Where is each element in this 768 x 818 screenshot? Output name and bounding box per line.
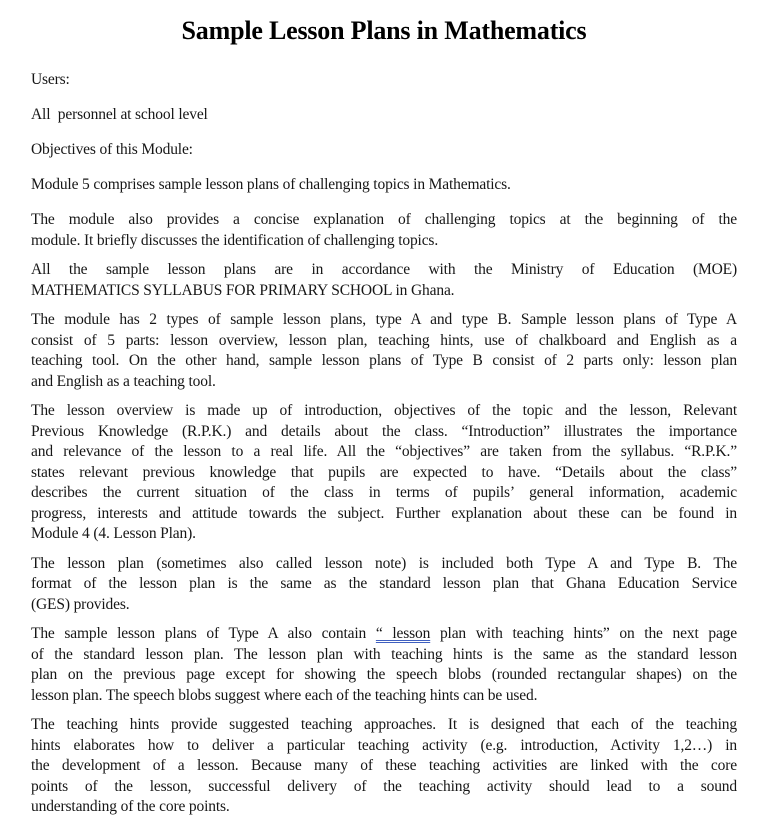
text-line: The teaching hints provide suggested teaching approaches. It is designed that each of the teaching	[31, 716, 737, 733]
paragraph-lesson-overview	[31, 401, 737, 545]
users-label: Users:	[31, 71, 70, 88]
text-line-with-underline	[31, 624, 737, 645]
text-line: understanding of the core points.	[31, 798, 230, 815]
paragraph-teaching-hints-page	[31, 624, 737, 706]
text-segment: The sample lesson plans of Type A also contain	[31, 625, 376, 642]
text-line: lesson plan. The speech blobs suggest where each of the teaching hints can be used.	[31, 686, 538, 704]
paragraph-syllabus-accordance	[31, 260, 737, 301]
module-summary: Module 5 comprises sample lesson plans of challenging topics in Mathematics.	[31, 176, 511, 193]
text-line: MATHEMATICS SYLLABUS FOR PRIMARY SCHOOL in Ghana.	[31, 281, 455, 299]
text-line: The module has 2 types of sample lesson plans, type A and type B. Sample lesson plans of Type A	[31, 311, 737, 328]
paragraph-teaching-hints-purpose	[31, 715, 737, 818]
objectives-label: Objectives of this Module:	[31, 141, 193, 158]
text-line: and relevance of the lesson to a real life. All the “objectives” are taken from the syllabus. “R.P.K.”	[31, 443, 737, 460]
paragraph-lesson-plan-format	[31, 554, 737, 616]
paragraph-lesson-plan-types	[31, 310, 737, 392]
text-line: describes the current situation of the class in terms of pupils’ general information, academic	[31, 484, 737, 501]
text-line: format of the lesson plan is the same as the standard lesson plan that Ghana Education Service	[31, 575, 737, 592]
text-line: points of the lesson, successful delivery of the teaching activity should lead to a sound	[31, 777, 737, 795]
text-line: teaching tool. On the other hand, sample lesson plans of Type B consist of 2 parts only: lesson plan	[31, 352, 737, 369]
text-line: consist of 5 parts: lesson overview, lesson plan, teaching hints, use of chalkboard and English as a	[31, 331, 737, 349]
text-segment: plan with teaching hints” on the next page	[430, 625, 738, 642]
text-line: Module 4 (4. Lesson Plan).	[31, 525, 196, 542]
text-line: The lesson overview is made up of introduction, objectives of the topic and the lesson, Relevant	[31, 402, 737, 419]
text-line: the development of a lesson. Because many of these teaching activities are linked with the core	[31, 757, 737, 774]
text-line: All the sample lesson plans are in accordance with the Ministry of Education (MOE)	[31, 261, 737, 278]
underlined-lesson-text[interactable]: “ lesson	[375, 625, 431, 642]
text-line: states relevant previous knowledge that pupils are expected to have. “Details about the class”	[31, 463, 737, 481]
document-title: Sample Lesson Plans in Mathematics	[181, 16, 587, 45]
text-line: (GES) provides.	[31, 595, 130, 613]
text-line: progress, interests and attitude towards the subject. Further explanation about these can be found in	[31, 504, 737, 522]
text-line: plan on the previous page except for showing the speech blobs (rounded rectangular shapes) on the	[31, 666, 737, 683]
paragraph-module-explanation	[31, 210, 737, 251]
text-line: module. It briefly discusses the identification of challenging topics.	[31, 231, 439, 249]
text-line: hints elaborates how to deliver a particular teaching activity (e.g. introduction, Activity 1,2…) in	[31, 736, 737, 754]
text-line: and English as a teaching tool.	[31, 372, 216, 390]
text-line: The module also provides a concise explanation of challenging topics at the beginning of the	[31, 211, 737, 228]
text-line: of the standard lesson plan. The lesson plan with teaching hints is the same as the standard lesson	[31, 645, 737, 663]
text-line: The lesson plan (sometimes also called lesson note) is included both Type A and Type B. The	[31, 554, 737, 572]
text-line: Previous Knowledge (R.P.K.) and details about the class. “Introduction” illustrates the importance	[31, 422, 737, 440]
users-value: All personnel at school level	[31, 106, 208, 123]
